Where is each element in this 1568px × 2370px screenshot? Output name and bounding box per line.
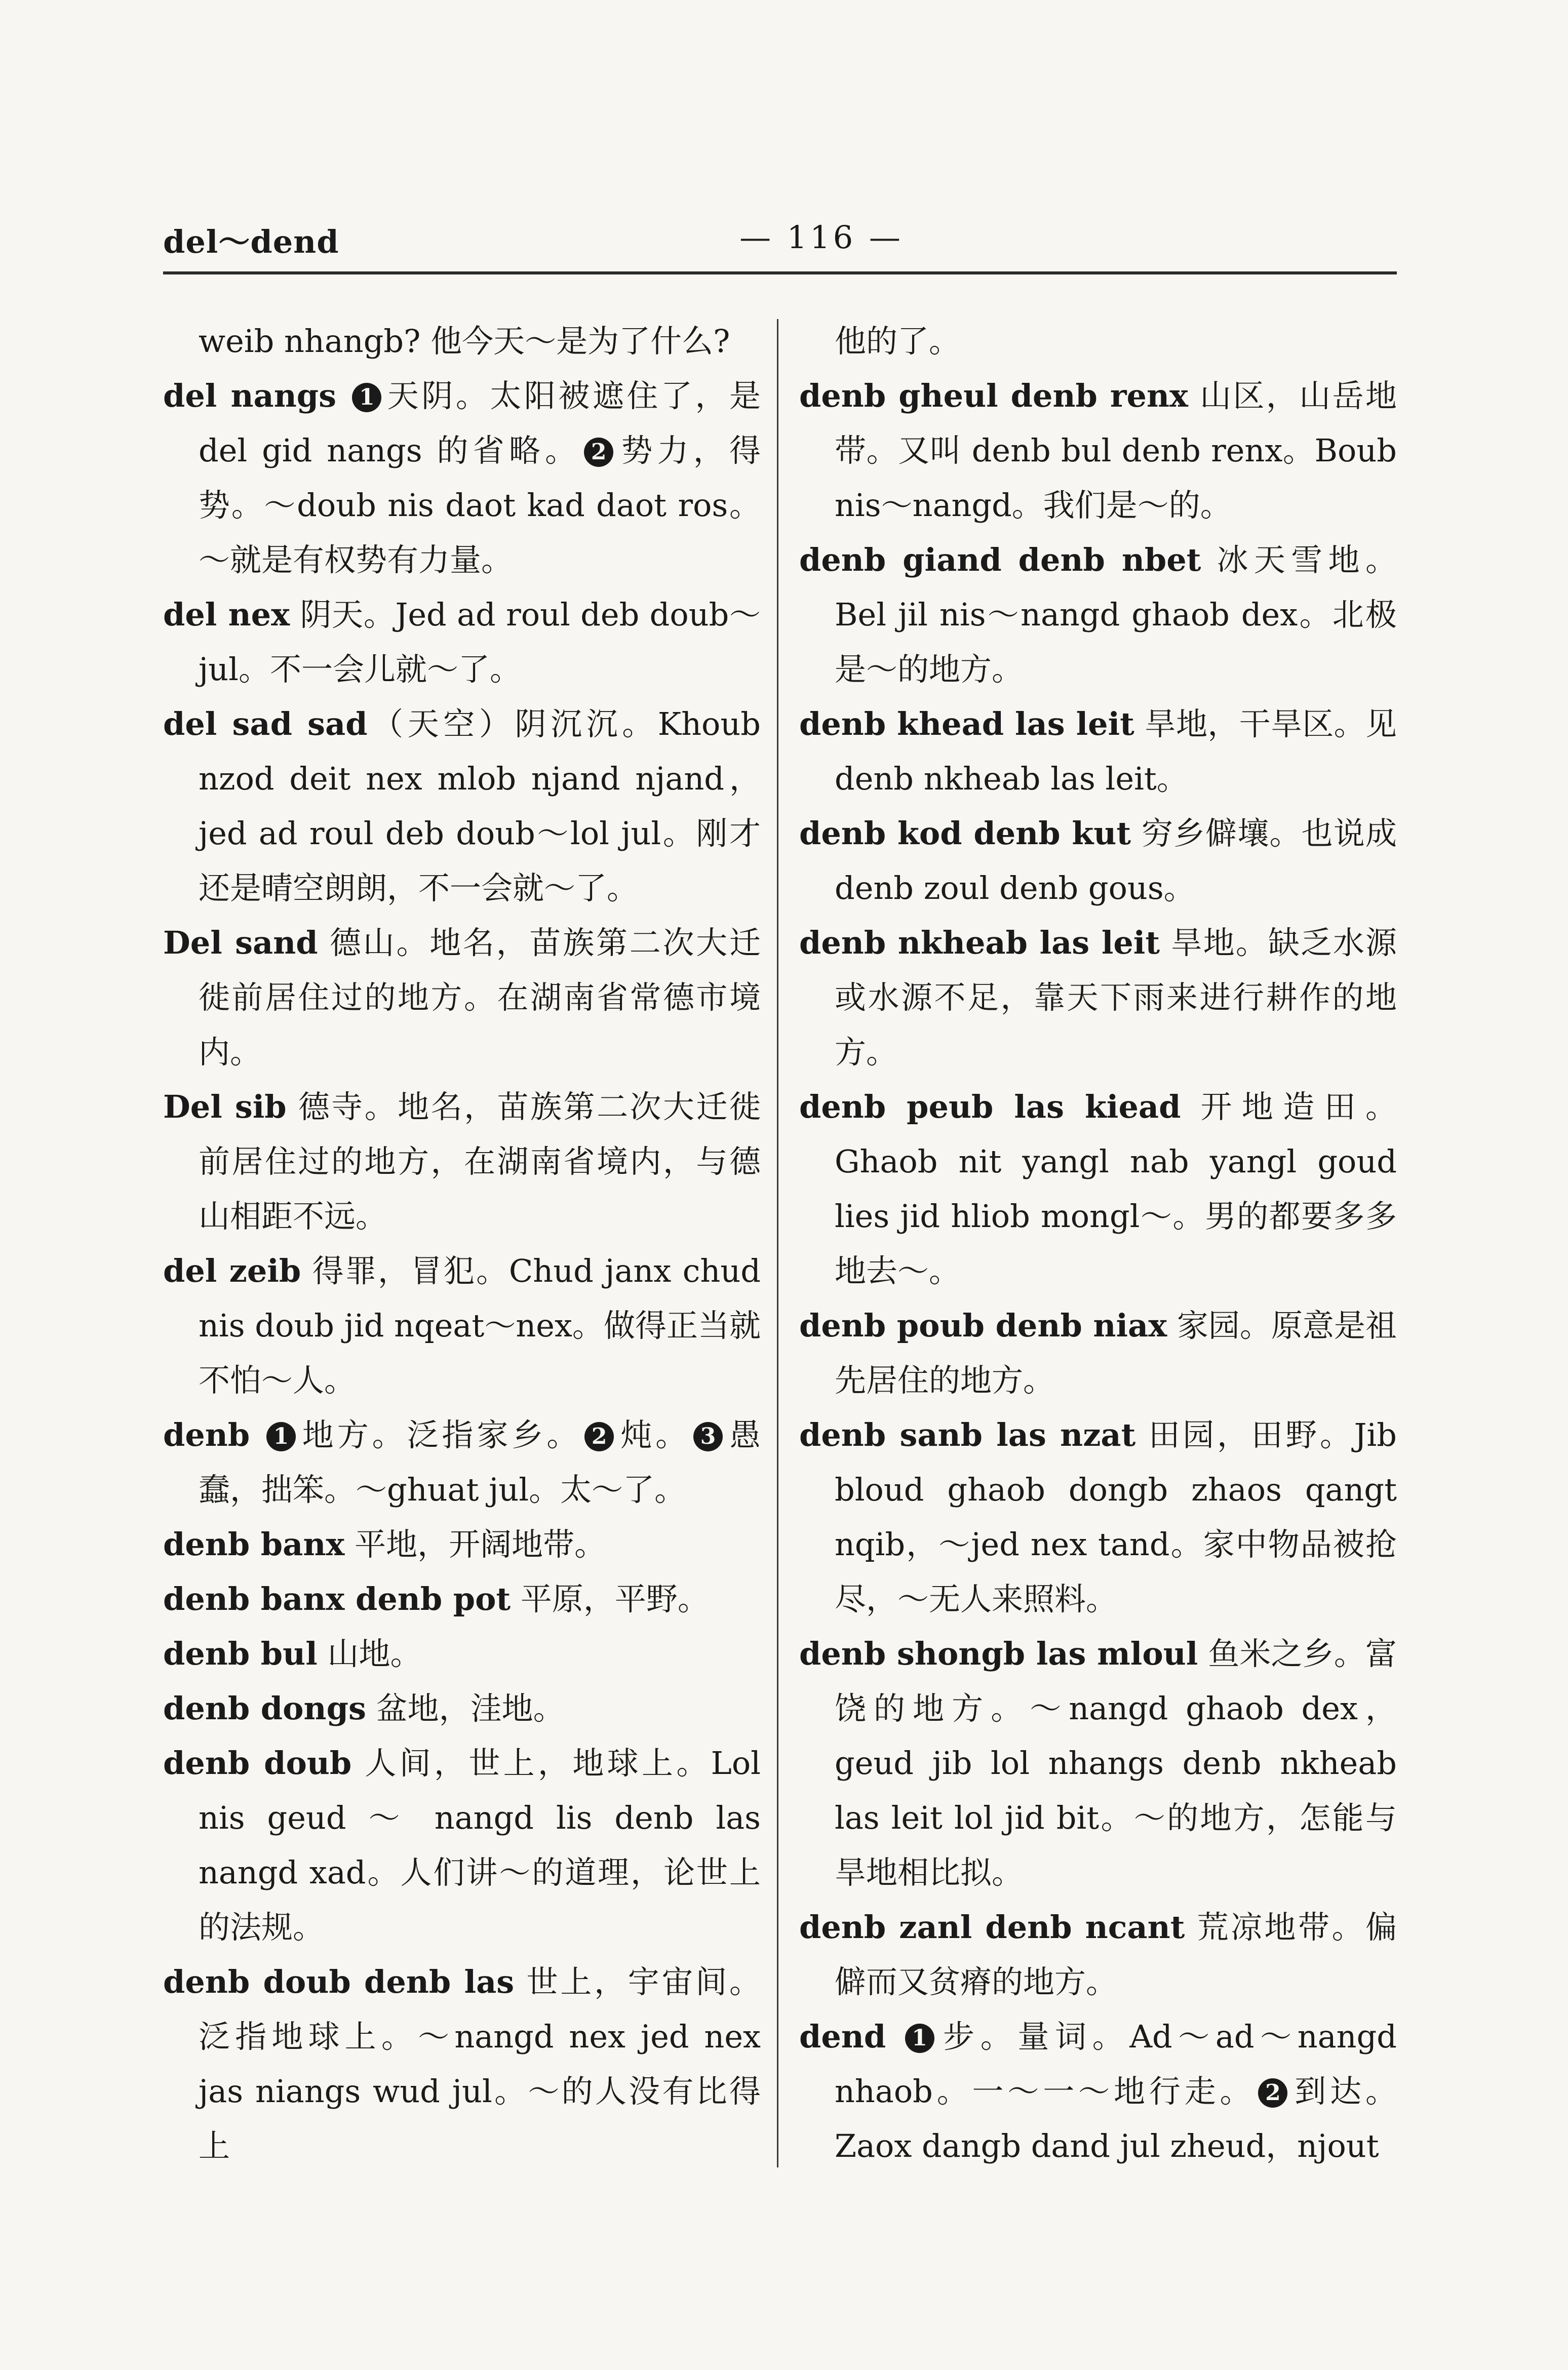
definition: 平地，开阔地带。 bbox=[344, 1526, 606, 1563]
sense-number-2: 2 bbox=[584, 1422, 614, 1451]
definition: 山区，山岳地带。又叫 denb bul denb renx。Boub nis～nangd。我们是～的。 bbox=[835, 377, 1397, 524]
dictionary-entry bbox=[799, 1080, 1397, 1298]
headword: denb doub denb las bbox=[163, 1963, 515, 2000]
definition: 阴天。Jed ad roul deb doub～jul。不一会儿就～了。 bbox=[199, 596, 761, 688]
dictionary-entry bbox=[163, 1080, 761, 1244]
headword: denb nkheab las leit bbox=[799, 924, 1160, 961]
dictionary-entry bbox=[163, 1681, 761, 1736]
dictionary-entry bbox=[799, 369, 1397, 533]
dictionary-entry bbox=[163, 314, 761, 369]
definition: 人间，世上，地球上。Lol nis geud ～ nangd lis denb las nangd xad。人们讲～的道理，论世上的法规。 bbox=[199, 1745, 761, 1946]
definition: 愚蠢，拙笨。～ghuat jul。太～了。 bbox=[199, 1416, 761, 1508]
page-header bbox=[163, 212, 1397, 262]
dictionary-entry bbox=[799, 1298, 1397, 1408]
dictionary-entry bbox=[799, 2009, 1397, 2174]
headword: del sad sad bbox=[163, 705, 368, 742]
dictionary-entry bbox=[163, 916, 761, 1080]
headword: denb khead las leit bbox=[799, 705, 1134, 742]
dictionary-entry bbox=[799, 314, 1397, 369]
headword: Del sand bbox=[163, 924, 318, 961]
dictionary-entry bbox=[163, 587, 761, 697]
dictionary-entry bbox=[163, 1736, 761, 1955]
running-head: del～dend bbox=[163, 223, 339, 260]
definition: （天空）阴沉沉。Khoub nzod deit nex mlob njand njand，jed ad roul deb doub～lol jul。刚才还是晴空朗朗，不一会就～了。 bbox=[199, 705, 761, 906]
headword: denb poub denb niax bbox=[799, 1307, 1167, 1344]
sense-number-2: 2 bbox=[584, 438, 613, 467]
definition: 天阴。太阳被遮住了，是 del gid nangs 的省略。 bbox=[199, 377, 761, 469]
right-column bbox=[799, 314, 1397, 2174]
definition: 荒凉地带。偏僻而又贫瘠的地方。 bbox=[835, 1909, 1397, 2000]
dictionary-entry bbox=[799, 533, 1397, 697]
page-number: — 116 — bbox=[739, 219, 904, 256]
headword: del nangs bbox=[163, 377, 337, 414]
headword: denb bbox=[163, 1416, 250, 1453]
dictionary-entry bbox=[163, 1572, 761, 1627]
dictionary-entry bbox=[163, 1408, 761, 1517]
headword: denb sanb las nzat bbox=[799, 1416, 1136, 1453]
headword: denb shongb las mloul bbox=[799, 1635, 1198, 1672]
headword: denb banx bbox=[163, 1526, 345, 1563]
sense-number-3: 3 bbox=[693, 1422, 723, 1451]
headword: denb dongs bbox=[163, 1690, 366, 1727]
definition: 冰天雪地。Bel jil nis～nangd ghaob dex。北极是～的地方。 bbox=[835, 541, 1397, 688]
definition: 旱地，干旱区。见 denb nkheab las leit。 bbox=[835, 705, 1397, 797]
definition: weib nhangb? 他今天～是为了什么? bbox=[199, 323, 730, 360]
headword: dend bbox=[799, 2018, 886, 2055]
definition: 家园。原意是祖先居住的地方。 bbox=[835, 1307, 1397, 1399]
definition: 德寺。地名，苗族第二次大迁徙前居住过的地方，在湖南省境内，与德山相距不远。 bbox=[199, 1088, 761, 1235]
sense-number-1: 1 bbox=[905, 2024, 934, 2053]
definition: 得罪，冒犯。Chud janx chud nis doub jid nqeat～nex。做得正当就不怕～人。 bbox=[199, 1252, 761, 1399]
dictionary-entry bbox=[799, 806, 1397, 916]
definition: 山地。 bbox=[317, 1635, 422, 1672]
headword: denb doub bbox=[163, 1745, 352, 1782]
left-column bbox=[163, 314, 761, 2174]
dictionary-entry bbox=[799, 1900, 1397, 2009]
definition: 田园，田野。Jib bloud ghaob dongb zhaos qangt nqib，～jed nex tand。家中物品被抢尽，～无人来照料。 bbox=[835, 1416, 1397, 1617]
sense-number-1: 1 bbox=[352, 383, 381, 412]
definition: 到达。Zaox dangb dand jul zheud，njout bbox=[835, 2073, 1397, 2164]
dictionary-entry bbox=[799, 697, 1397, 806]
definition: 旱地。缺乏水源或水源不足，靠天下雨来进行耕作的地方。 bbox=[835, 924, 1397, 1071]
definition: 德山。地名，苗族第二次大迁徙前居住过的地方。在湖南省常德市境内。 bbox=[199, 924, 761, 1071]
definition: 势力，得势。～doub nis daot kad daot ros。～就是有权势有力量。 bbox=[199, 432, 761, 578]
definition: 平原，平野。 bbox=[511, 1581, 709, 1617]
definition: 炖。 bbox=[617, 1416, 691, 1453]
headword: del zeib bbox=[163, 1252, 301, 1289]
headword: denb peub las kiead bbox=[799, 1088, 1181, 1125]
headword: denb bul bbox=[163, 1635, 318, 1672]
definition: 盆地，洼地。 bbox=[366, 1690, 565, 1727]
headword: denb zanl denb ncant bbox=[799, 1909, 1185, 1946]
definition: 步。量词。Ad～ad～nangd nhaob。一～一～地行走。 bbox=[835, 2018, 1397, 2110]
sense-number-1: 1 bbox=[266, 1422, 296, 1451]
headword: denb giand denb nbet bbox=[799, 541, 1201, 578]
column-divider bbox=[777, 319, 778, 2167]
dictionary-entry bbox=[163, 1627, 761, 1681]
definition: 他的了。 bbox=[835, 323, 961, 360]
sense-number-2: 2 bbox=[1258, 2078, 1287, 2108]
dictionary-entry bbox=[163, 1955, 761, 2174]
dictionary-entry bbox=[163, 1517, 761, 1572]
definition: 世上，宇宙间。泛指地球上。～nangd nex jed nex jas niangs wud jul。～的人没有比得上 bbox=[199, 1963, 761, 2164]
definition: 开地造田。Ghaob nit yangl nab yangl goud lies jid hliob mongl～。男的都要多多地去～。 bbox=[835, 1088, 1397, 1289]
dictionary-entry bbox=[799, 1408, 1397, 1627]
dictionary-entry bbox=[163, 697, 761, 916]
dictionary-entry bbox=[799, 1627, 1397, 1900]
dictionary-entry bbox=[163, 1244, 761, 1408]
headword: denb gheul denb renx bbox=[799, 377, 1189, 414]
dictionary-entry bbox=[163, 369, 761, 587]
header-rule bbox=[163, 271, 1397, 274]
definition: 穷乡僻壤。也说成 denb zoul denb gous。 bbox=[835, 815, 1397, 906]
definition: 地方。泛指家乡。 bbox=[298, 1416, 582, 1453]
definition: 鱼米之乡。富饶的地方。～nangd ghaob dex，geud jib lol nhangs denb nkheab las leit lol jid bit。～的地方，怎能与旱地相比拟。 bbox=[835, 1635, 1397, 1891]
headword: denb banx denb pot bbox=[163, 1581, 511, 1617]
headword: Del sib bbox=[163, 1088, 287, 1125]
headword: del nex bbox=[163, 596, 290, 633]
headword: denb kod denb kut bbox=[799, 815, 1131, 852]
dictionary-entry bbox=[799, 916, 1397, 1080]
